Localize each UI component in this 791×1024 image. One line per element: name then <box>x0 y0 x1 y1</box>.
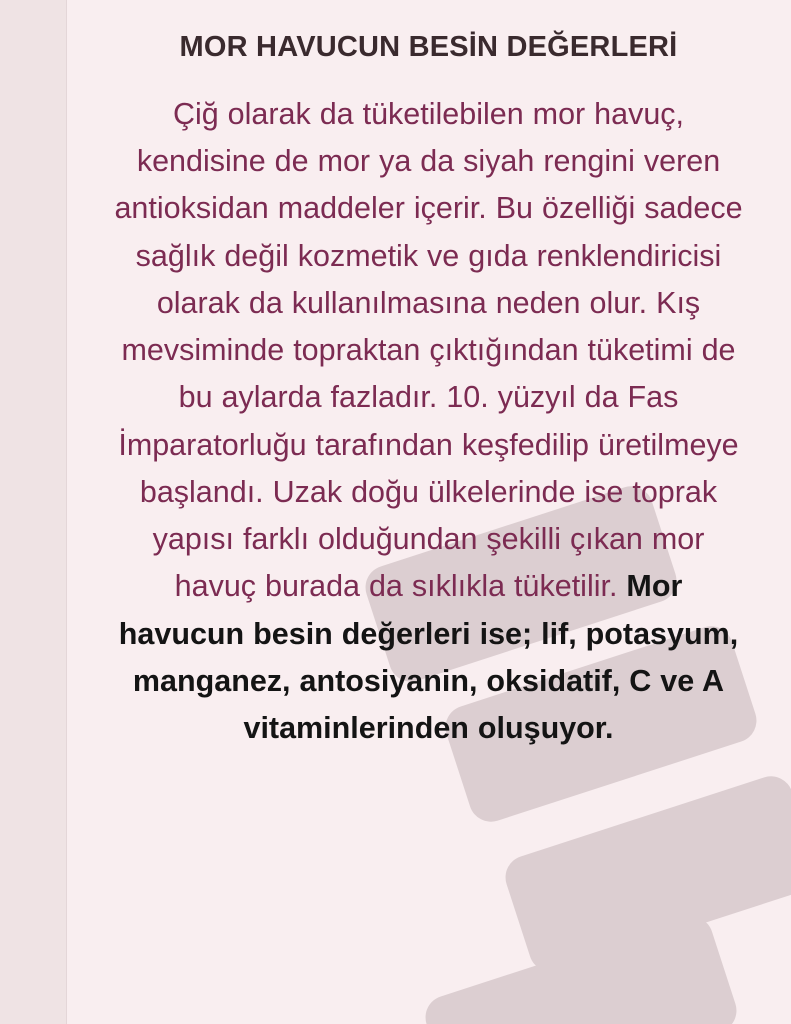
page-title: MOR HAVUCUN BESİN DEĞERLERİ <box>179 31 678 63</box>
document-content <box>66 0 791 1024</box>
article-paragraph <box>66 65 791 753</box>
page-edge-strip <box>0 0 67 1024</box>
paragraph-emphasis-text: Mor havucun besin değerleri ise; lif, potasyum, manganez, antosiyanin, oksidatif, C ve A vitaminlerinden oluşuyor. <box>118 569 739 746</box>
paragraph-main-text: Çiğ olarak da tüketilebilen mor havuç, kendisine de mor ya da siyah rengini veren antioksidan maddeler içerir. Bu özelliği sadece sağlık değil kozmetik ve gıda renklendiricisi olarak da kullanılmasına neden olur. Kış mevsiminde topraktan çıktığından tüketimi de bu aylarda fazladır. 10. yüzyıl da Fas İmparatorluğu tarafından keşfedilip üretilmeye başlandı. Uzak doğu ülkelerinde ise toprak yapısı farklı olduğundan şekilli çıkan mor havuç burada da sıklıkla tüketilir. <box>114 96 743 604</box>
